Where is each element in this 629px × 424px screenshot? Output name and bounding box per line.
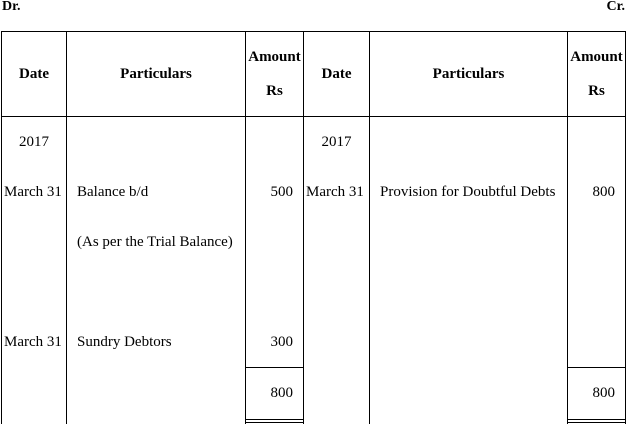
ledger-row-note [2,217,626,267]
ledger-account-table [1,31,626,424]
ledger-row [2,167,626,217]
debit-amount-label: Amount [248,49,301,65]
header-row [2,32,626,117]
debit-row1-note: (As per the Trial Balance) [67,217,246,267]
credit-currency-label: Rs [588,83,605,99]
debit-side-label: Dr. [2,0,21,14]
ledger-row-empty [2,267,626,317]
debit-row1-date: March 31 [2,167,67,217]
totals-row [2,368,626,419]
credit-year: 2017 [304,117,370,168]
debit-amount-header [246,32,304,117]
debit-total-double-underline [246,419,303,423]
debit-date-header: Date [2,32,67,117]
credit-particulars-header: Particulars [370,32,568,117]
debit-row1-particulars: Balance b/d [67,167,246,217]
credit-amount-header [568,32,626,117]
credit-amount-label: Amount [570,49,623,65]
credit-total-double-underline [568,419,625,423]
debit-row2-amount: 300 [246,317,304,368]
credit-total: 800 [568,368,626,419]
debit-total: 800 [246,368,304,419]
credit-row1-amount: 800 [568,167,626,217]
ledger-row [2,317,626,368]
double-underline-row [2,418,626,424]
debit-year: 2017 [2,117,67,168]
debit-row1-amount: 500 [246,167,304,217]
debit-row2-date: March 31 [2,317,67,368]
credit-side-label: Cr. [606,0,625,14]
credit-row1-particulars: Provision for Doubtful Debts [370,167,568,217]
credit-date-header: Date [304,32,370,117]
debit-currency-label: Rs [266,83,283,99]
credit-row1-date: March 31 [304,167,370,217]
year-row [2,117,626,168]
debit-particulars-header: Particulars [67,32,246,117]
debit-row2-particulars: Sundry Debtors [67,317,246,368]
